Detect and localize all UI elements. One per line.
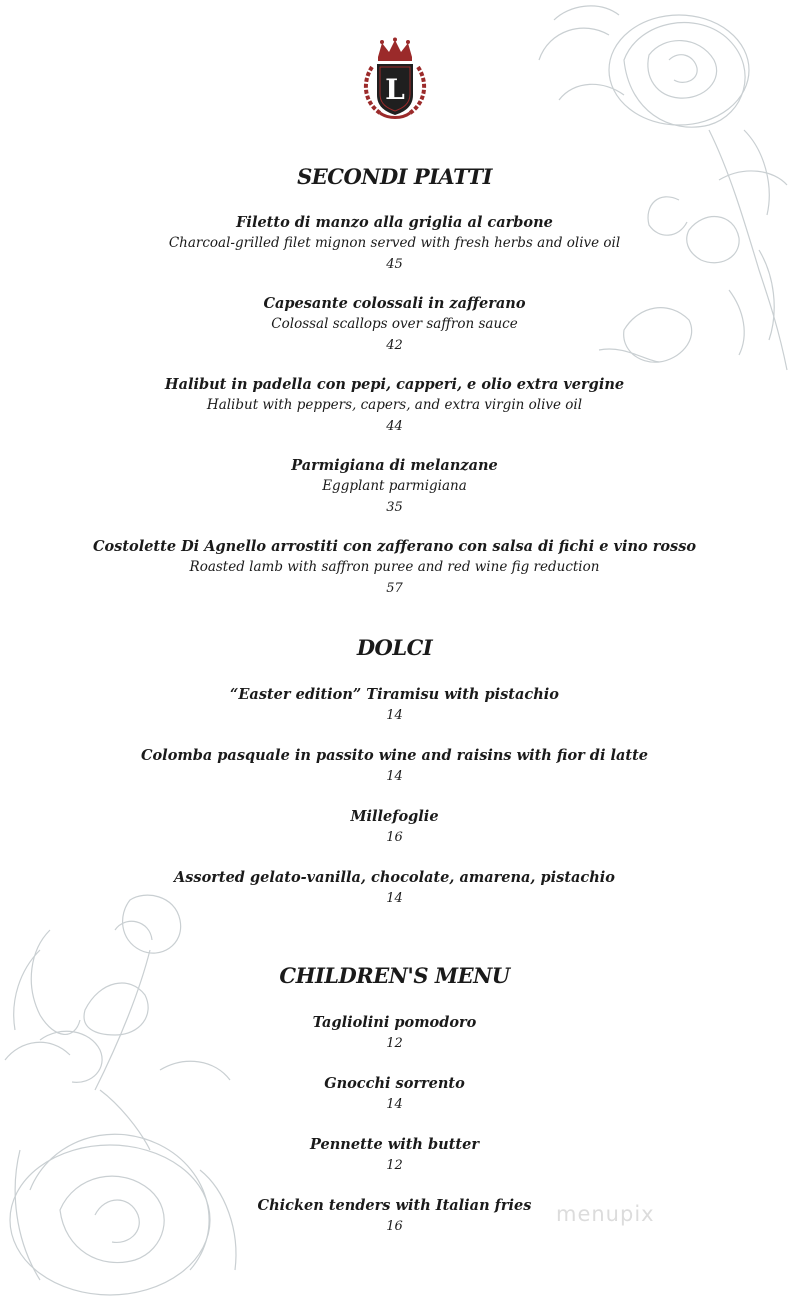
- item-description: Halibut with peppers, capers, and extra virgin olive oil: [206, 397, 583, 413]
- item-price: 42: [386, 338, 403, 353]
- item-name: Gnocchi sorrento: [324, 1075, 465, 1092]
- section-title-dolci: DOLCI: [356, 635, 433, 660]
- item-price: 14: [386, 1097, 403, 1112]
- item-name: Filetto di manzo alla griglia al carbone: [236, 214, 553, 231]
- logo-letter: L: [385, 73, 405, 106]
- restaurant-logo-crest: [360, 37, 430, 121]
- menu-item: [0, 746, 789, 787]
- item-name: Parmigiana di melanzane: [291, 457, 498, 474]
- item-price: 14: [386, 769, 403, 784]
- item-name: Capesante colossali in zafferano: [263, 295, 526, 312]
- item-price: 16: [386, 1219, 403, 1234]
- menu-item: [0, 1074, 789, 1115]
- item-price: 57: [386, 581, 403, 596]
- item-price: 12: [386, 1158, 403, 1173]
- menu-item: [0, 537, 789, 599]
- menu-item: [0, 685, 789, 726]
- menu-item: [0, 1013, 789, 1054]
- item-price: 35: [386, 500, 403, 515]
- watermark: menupix: [556, 1202, 655, 1226]
- item-description: Roasted lamb with saffron puree and red wine fig reduction: [189, 559, 600, 575]
- menu-item: [0, 868, 789, 909]
- menu-item: [0, 807, 789, 848]
- section-title-secondi: SECONDI PIATTI: [297, 164, 492, 189]
- item-name: Chicken tenders with Italian fries: [257, 1197, 532, 1214]
- menu-item: [0, 456, 789, 518]
- item-name: “Easter edition” Tiramisu with pistachio: [230, 686, 559, 703]
- item-price: 14: [386, 708, 403, 723]
- item-name: Pennette with butter: [310, 1136, 479, 1153]
- item-name: Assorted gelato-vanilla, chocolate, amarena, pistachio: [174, 869, 615, 886]
- item-name: Millefoglie: [350, 808, 439, 825]
- item-price: 45: [386, 257, 403, 272]
- item-description: Eggplant parmigiana: [322, 478, 467, 494]
- item-description: Charcoal-grilled filet mignon served with fresh herbs and olive oil: [168, 235, 621, 251]
- item-price: 14: [386, 891, 403, 906]
- item-price: 16: [386, 830, 403, 845]
- menu-item: [0, 294, 789, 356]
- item-name: Tagliolini pomodoro: [312, 1014, 477, 1031]
- menu-item: [0, 375, 789, 437]
- item-name: Halibut in padella con pepi, capperi, e olio extra vergine: [164, 376, 625, 393]
- menu-item: [0, 1135, 789, 1176]
- item-price: 12: [386, 1036, 403, 1051]
- menu-item: [0, 1196, 789, 1237]
- item-name: Costolette Di Agnello arrostiti con zafferano con salsa di fichi e vino rosso: [92, 538, 697, 555]
- item-price: 44: [386, 419, 403, 434]
- item-name: Colomba pasquale in passito wine and raisins with fior di latte: [140, 747, 649, 764]
- item-description: Colossal scallops over saffron sauce: [271, 316, 518, 332]
- menu-item: [0, 213, 789, 275]
- section-title-children: CHILDREN'S MENU: [279, 963, 510, 988]
